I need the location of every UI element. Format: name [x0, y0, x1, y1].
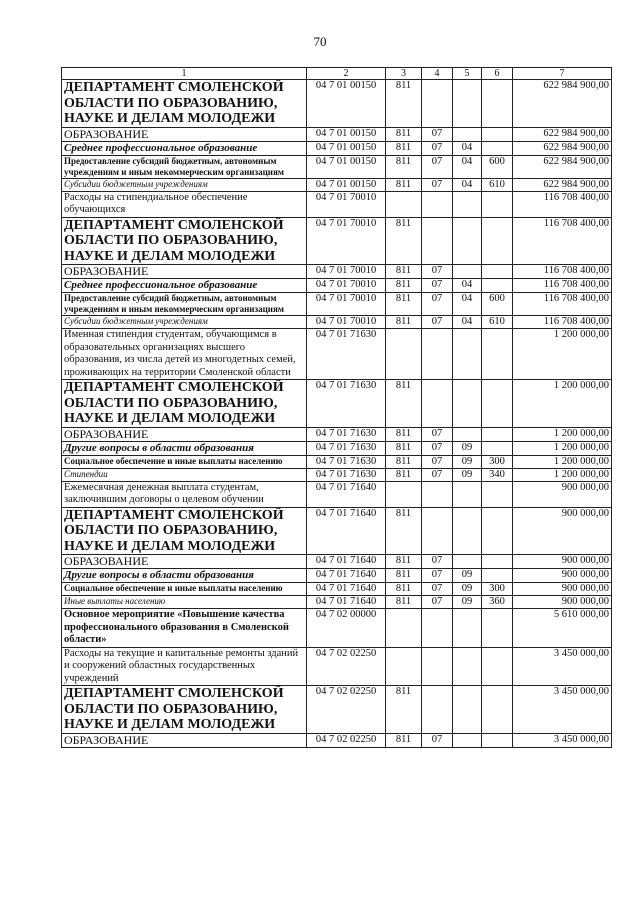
- amount: 900 000,00: [513, 583, 612, 596]
- section-code: 07: [422, 555, 453, 569]
- amount: 116 708 400,00: [513, 265, 612, 279]
- subsection-code: [453, 217, 482, 265]
- row-name: Субсидии бюджетным учреждениям: [62, 316, 307, 329]
- subsection-code: 09: [453, 569, 482, 583]
- table-row: [62, 647, 612, 686]
- target-article-code: 04 7 01 00150: [307, 178, 386, 191]
- column-number: 1: [62, 68, 307, 80]
- table-row: [62, 141, 612, 155]
- amount: 622 984 900,00: [513, 127, 612, 141]
- amount: 622 984 900,00: [513, 80, 612, 128]
- section-code: 07: [422, 455, 453, 468]
- section-code: [422, 481, 453, 507]
- amount: 116 708 400,00: [513, 279, 612, 293]
- table-row: [62, 279, 612, 293]
- section-code: 07: [422, 583, 453, 596]
- table-row: [62, 569, 612, 583]
- subsection-code: [453, 555, 482, 569]
- column-number: 6: [482, 68, 513, 80]
- expense-type-code: [482, 80, 513, 128]
- column-number: 2: [307, 68, 386, 80]
- subsection-code: [453, 507, 482, 555]
- table-row: [62, 733, 612, 747]
- expense-type-code: 360: [482, 596, 513, 609]
- target-article-code: 04 7 01 71640: [307, 583, 386, 596]
- target-article-code: 04 7 02 02250: [307, 733, 386, 747]
- subsection-code: 04: [453, 316, 482, 329]
- department-code: 811: [386, 569, 422, 583]
- department-code: 811: [386, 507, 422, 555]
- amount: 1 200 000,00: [513, 468, 612, 481]
- column-number: 3: [386, 68, 422, 80]
- subsection-code: 09: [453, 468, 482, 481]
- department-code: 811: [386, 80, 422, 128]
- amount: 622 984 900,00: [513, 178, 612, 191]
- target-article-code: 04 7 01 70010: [307, 316, 386, 329]
- target-article-code: 04 7 01 71640: [307, 481, 386, 507]
- department-code: 811: [386, 127, 422, 141]
- row-name: Среднее профессиональное образование: [62, 141, 307, 155]
- table-row: [62, 481, 612, 507]
- row-name: Иные выплаты населению: [62, 596, 307, 609]
- subsection-code: [453, 265, 482, 279]
- row-name: Социальное обеспечение и иные выплаты населению: [62, 455, 307, 468]
- expense-type-code: 600: [482, 293, 513, 316]
- table-row: [62, 507, 612, 555]
- amount: 900 000,00: [513, 507, 612, 555]
- table-row: [62, 455, 612, 468]
- amount: 1 200 000,00: [513, 441, 612, 455]
- section-code: 07: [422, 127, 453, 141]
- section-code: 07: [422, 141, 453, 155]
- subsection-code: 09: [453, 583, 482, 596]
- expense-type-code: [482, 507, 513, 555]
- section-code: 07: [422, 596, 453, 609]
- target-article-code: 04 7 01 71640: [307, 507, 386, 555]
- column-number: 7: [513, 68, 612, 80]
- row-name: Основное мероприятие «Повышение качества профессионального образования в Смоленской области»: [62, 609, 307, 648]
- department-code: 811: [386, 293, 422, 316]
- row-name: ОБРАЗОВАНИЕ: [62, 733, 307, 747]
- subsection-code: [453, 609, 482, 648]
- row-name: ОБРАЗОВАНИЕ: [62, 555, 307, 569]
- target-article-code: 04 7 01 70010: [307, 265, 386, 279]
- subsection-code: [453, 647, 482, 686]
- department-code: 811: [386, 583, 422, 596]
- section-code: 07: [422, 265, 453, 279]
- section-code: 07: [422, 733, 453, 747]
- target-article-code: 04 7 01 70010: [307, 293, 386, 316]
- section-code: [422, 647, 453, 686]
- expense-type-code: [482, 329, 513, 380]
- subsection-code: [453, 127, 482, 141]
- target-article-code: 04 7 02 02250: [307, 647, 386, 686]
- expense-type-code: 600: [482, 155, 513, 178]
- target-article-code: 04 7 01 71630: [307, 468, 386, 481]
- target-article-code: 04 7 01 70010: [307, 217, 386, 265]
- row-name: ОБРАЗОВАНИЕ: [62, 427, 307, 441]
- department-code: [386, 191, 422, 217]
- table-row: [62, 217, 612, 265]
- subsection-code: 04: [453, 293, 482, 316]
- amount: 116 708 400,00: [513, 316, 612, 329]
- table-row: [62, 441, 612, 455]
- column-number: 5: [453, 68, 482, 80]
- table-row: [62, 609, 612, 648]
- row-name: Предоставление субсидий бюджетным, автономным учреждениям и иным некоммерческим организациям: [62, 293, 307, 316]
- department-code: 811: [386, 279, 422, 293]
- table-row: [62, 583, 612, 596]
- target-article-code: 04 7 01 71630: [307, 455, 386, 468]
- amount: 622 984 900,00: [513, 141, 612, 155]
- amount: 116 708 400,00: [513, 293, 612, 316]
- expense-type-code: [482, 481, 513, 507]
- expense-type-code: 300: [482, 455, 513, 468]
- expense-type-code: 300: [482, 583, 513, 596]
- section-code: 07: [422, 293, 453, 316]
- row-name: Другие вопросы в области образования: [62, 569, 307, 583]
- department-code: 811: [386, 686, 422, 734]
- row-name: Ежемесячная денежная выплата студентам, заключившим договоры о целевом обучении: [62, 481, 307, 507]
- amount: 116 708 400,00: [513, 217, 612, 265]
- amount: 900 000,00: [513, 569, 612, 583]
- section-code: 07: [422, 279, 453, 293]
- table-row: [62, 686, 612, 734]
- expense-type-code: [482, 733, 513, 747]
- department-code: 811: [386, 380, 422, 428]
- department-code: [386, 481, 422, 507]
- amount: 116 708 400,00: [513, 191, 612, 217]
- target-article-code: 04 7 01 71630: [307, 441, 386, 455]
- amount: 3 450 000,00: [513, 647, 612, 686]
- expense-type-code: [482, 380, 513, 428]
- expense-type-code: [482, 265, 513, 279]
- subsection-code: [453, 481, 482, 507]
- column-number: 4: [422, 68, 453, 80]
- department-code: 811: [386, 316, 422, 329]
- subsection-code: [453, 380, 482, 428]
- subsection-code: 09: [453, 596, 482, 609]
- expense-type-code: [482, 686, 513, 734]
- section-code: 07: [422, 178, 453, 191]
- subsection-code: 04: [453, 279, 482, 293]
- department-code: 811: [386, 733, 422, 747]
- table-row: [62, 329, 612, 380]
- row-name: Стипендии: [62, 468, 307, 481]
- section-code: [422, 191, 453, 217]
- row-name: Субсидии бюджетным учреждениям: [62, 178, 307, 191]
- amount: 3 450 000,00: [513, 733, 612, 747]
- page-number: 70: [313, 34, 327, 49]
- target-article-code: 04 7 01 71630: [307, 380, 386, 428]
- row-name: Среднее профессиональное образование: [62, 279, 307, 293]
- department-code: 811: [386, 217, 422, 265]
- row-name: Предоставление субсидий бюджетным, автономным учреждениям и иным некоммерческим организациям: [62, 155, 307, 178]
- department-code: [386, 329, 422, 380]
- department-code: 811: [386, 155, 422, 178]
- table-row: [62, 191, 612, 217]
- subsection-code: [453, 686, 482, 734]
- subsection-code: [453, 427, 482, 441]
- table-row: [62, 80, 612, 128]
- table-row: [62, 316, 612, 329]
- department-code: [386, 609, 422, 648]
- budget-table: [61, 67, 612, 748]
- expense-type-code: 610: [482, 178, 513, 191]
- table-row: [62, 293, 612, 316]
- row-name: ДЕПАРТАМЕНТ СМОЛЕНСКОЙ ОБЛАСТИ ПО ОБРАЗОВАНИЮ, НАУКЕ И ДЕЛАМ МОЛОДЕЖИ: [62, 686, 307, 734]
- amount: 1 200 000,00: [513, 427, 612, 441]
- section-code: 07: [422, 468, 453, 481]
- amount: 900 000,00: [513, 481, 612, 507]
- subsection-code: 09: [453, 455, 482, 468]
- table-row: [62, 555, 612, 569]
- department-code: 811: [386, 455, 422, 468]
- expense-type-code: [482, 191, 513, 217]
- row-name: ДЕПАРТАМЕНТ СМОЛЕНСКОЙ ОБЛАСТИ ПО ОБРАЗОВАНИЮ, НАУКЕ И ДЕЛАМ МОЛОДЕЖИ: [62, 380, 307, 428]
- row-name: Расходы на стипендиальное обеспечение обучающихся: [62, 191, 307, 217]
- section-code: 07: [422, 155, 453, 178]
- section-code: 07: [422, 569, 453, 583]
- row-name: ОБРАЗОВАНИЕ: [62, 265, 307, 279]
- target-article-code: 04 7 02 02250: [307, 686, 386, 734]
- row-name: Другие вопросы в области образования: [62, 441, 307, 455]
- target-article-code: 04 7 01 71640: [307, 569, 386, 583]
- department-code: 811: [386, 178, 422, 191]
- target-article-code: 04 7 02 00000: [307, 609, 386, 648]
- amount: 900 000,00: [513, 555, 612, 569]
- target-article-code: 04 7 01 70010: [307, 279, 386, 293]
- section-code: [422, 380, 453, 428]
- target-article-code: 04 7 01 71640: [307, 555, 386, 569]
- row-name: ДЕПАРТАМЕНТ СМОЛЕНСКОЙ ОБЛАСТИ ПО ОБРАЗОВАНИЮ, НАУКЕ И ДЕЛАМ МОЛОДЕЖИ: [62, 507, 307, 555]
- table-row: [62, 178, 612, 191]
- expense-type-code: [482, 217, 513, 265]
- table-row: [62, 596, 612, 609]
- section-code: [422, 217, 453, 265]
- target-article-code: 04 7 01 00150: [307, 127, 386, 141]
- row-name: Социальное обеспечение и иные выплаты населению: [62, 583, 307, 596]
- target-article-code: 04 7 01 00150: [307, 80, 386, 128]
- subsection-code: 04: [453, 141, 482, 155]
- department-code: 811: [386, 141, 422, 155]
- amount: 1 200 000,00: [513, 380, 612, 428]
- expense-type-code: [482, 279, 513, 293]
- target-article-code: 04 7 01 71630: [307, 427, 386, 441]
- expense-type-code: [482, 609, 513, 648]
- target-article-code: 04 7 01 00150: [307, 155, 386, 178]
- subsection-code: 04: [453, 178, 482, 191]
- department-code: 811: [386, 427, 422, 441]
- section-code: [422, 80, 453, 128]
- row-name: ДЕПАРТАМЕНТ СМОЛЕНСКОЙ ОБЛАСТИ ПО ОБРАЗОВАНИЮ, НАУКЕ И ДЕЛАМ МОЛОДЕЖИ: [62, 80, 307, 128]
- table-row: [62, 265, 612, 279]
- row-name: ДЕПАРТАМЕНТ СМОЛЕНСКОЙ ОБЛАСТИ ПО ОБРАЗОВАНИЮ, НАУКЕ И ДЕЛАМ МОЛОДЕЖИ: [62, 217, 307, 265]
- table-row: [62, 127, 612, 141]
- amount: 3 450 000,00: [513, 686, 612, 734]
- row-name: Расходы на текущие и капитальные ремонты зданий и сооружений областных государственных учреждений: [62, 647, 307, 686]
- table-row: [62, 427, 612, 441]
- expense-type-code: [482, 427, 513, 441]
- amount: 900 000,00: [513, 596, 612, 609]
- table-row: [62, 155, 612, 178]
- section-code: 07: [422, 427, 453, 441]
- table-row: [62, 468, 612, 481]
- section-code: 07: [422, 441, 453, 455]
- subsection-code: [453, 80, 482, 128]
- expense-type-code: [482, 555, 513, 569]
- expense-type-code: [482, 647, 513, 686]
- department-code: 811: [386, 265, 422, 279]
- column-number-row: [62, 68, 612, 80]
- department-code: 811: [386, 555, 422, 569]
- section-code: [422, 329, 453, 380]
- row-name: Именная стипендия студентам, обучающимся в образовательных организациях высшего образования, из числа детей из многодетных семей, проживающих на территории Смоленской области: [62, 329, 307, 380]
- subsection-code: [453, 329, 482, 380]
- subsection-code: [453, 733, 482, 747]
- section-code: [422, 507, 453, 555]
- target-article-code: 04 7 01 00150: [307, 141, 386, 155]
- row-name: ОБРАЗОВАНИЕ: [62, 127, 307, 141]
- expense-type-code: [482, 441, 513, 455]
- subsection-code: 09: [453, 441, 482, 455]
- subsection-code: [453, 191, 482, 217]
- department-code: [386, 647, 422, 686]
- amount: 622 984 900,00: [513, 155, 612, 178]
- table-row: [62, 380, 612, 428]
- expense-type-code: 340: [482, 468, 513, 481]
- section-code: 07: [422, 316, 453, 329]
- target-article-code: 04 7 01 71630: [307, 329, 386, 380]
- department-code: 811: [386, 441, 422, 455]
- expense-type-code: [482, 141, 513, 155]
- amount: 1 200 000,00: [513, 329, 612, 380]
- target-article-code: 04 7 01 71640: [307, 596, 386, 609]
- expense-type-code: [482, 569, 513, 583]
- section-code: [422, 609, 453, 648]
- department-code: 811: [386, 596, 422, 609]
- amount: 1 200 000,00: [513, 455, 612, 468]
- subsection-code: 04: [453, 155, 482, 178]
- section-code: [422, 686, 453, 734]
- amount: 5 610 000,00: [513, 609, 612, 648]
- target-article-code: 04 7 01 70010: [307, 191, 386, 217]
- expense-type-code: [482, 127, 513, 141]
- department-code: 811: [386, 468, 422, 481]
- expense-type-code: 610: [482, 316, 513, 329]
